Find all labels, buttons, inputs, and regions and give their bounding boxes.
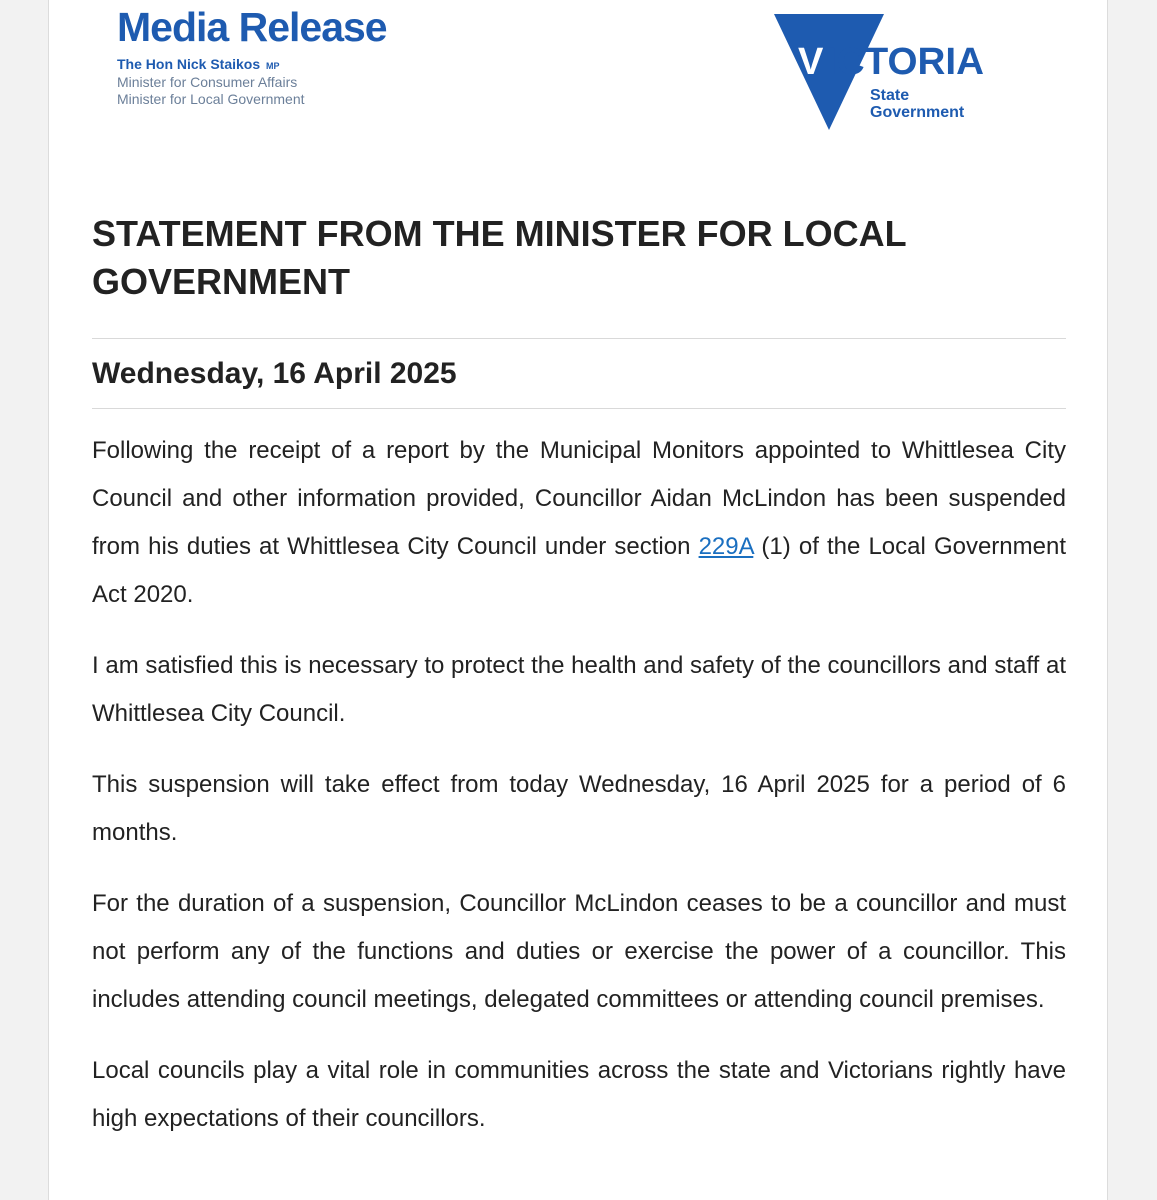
paragraph-health-safety: I am satisfied this is necessary to protect the health and safety of the councillors and staff at Whittlesea City Council. (92, 652, 1066, 727)
paragraph-1-before: Following the receipt of a report by the Municipal Monitors appointed to Whittlesea City Council and other information provided, Councillor Aidan McLindon has been suspended from his duties at Whittlesea City Council under section (92, 437, 1066, 560)
minister-role-local-government: Minister for Local Government (117, 91, 305, 107)
release-headline (92, 210, 1066, 306)
paragraph-expectations: Local councils play a vital role in communities across the state and Victorians rightly have high expectations of their councillors. (92, 1057, 1066, 1132)
victoria-logo-svg (774, 12, 989, 132)
minister-suffix: MP (266, 61, 280, 71)
paragraph-effective-period: This suspension will take effect from today Wednesday, 16 April 2025 for a period of 6 months. (92, 771, 1066, 846)
headline-line-2: GOVERNMENT (92, 261, 351, 302)
logo-wordmark-v: V (798, 41, 824, 83)
minister-name (117, 56, 477, 74)
paragraph-suspension (92, 427, 1066, 619)
section-229a-link[interactable]: 229A (698, 533, 754, 560)
media-release-title: Media Release (117, 4, 387, 50)
victoria-state-government-logo (774, 12, 989, 132)
divider-bottom (92, 408, 1066, 409)
headline-line-1: STATEMENT FROM THE MINISTER FOR LOCAL (92, 213, 907, 254)
minister-role-consumer-affairs: Minister for Consumer Affairs (117, 74, 298, 90)
masthead (117, 4, 477, 108)
minister-name-text: The Hon Nick Staikos (117, 56, 261, 72)
document-page (48, 0, 1108, 1200)
release-date: Wednesday, 16 April 2025 (92, 357, 457, 390)
logo-sub-government: Government (870, 104, 965, 121)
logo-sub-state: State (870, 87, 910, 104)
release-content (92, 210, 1066, 1143)
logo-wordmark-rest: ICTORIA (826, 41, 984, 83)
paragraph-1-after: (1) of the Local Government Act 2020. (92, 533, 1067, 608)
paragraph-duration-restrictions: For the duration of a suspension, Councillor McLindon ceases to be a councillor and must not perform any of the functions and duties or exercise the power of a councillor. This includes attending council meetings, delegated committees or attending council premises. (92, 890, 1066, 1013)
